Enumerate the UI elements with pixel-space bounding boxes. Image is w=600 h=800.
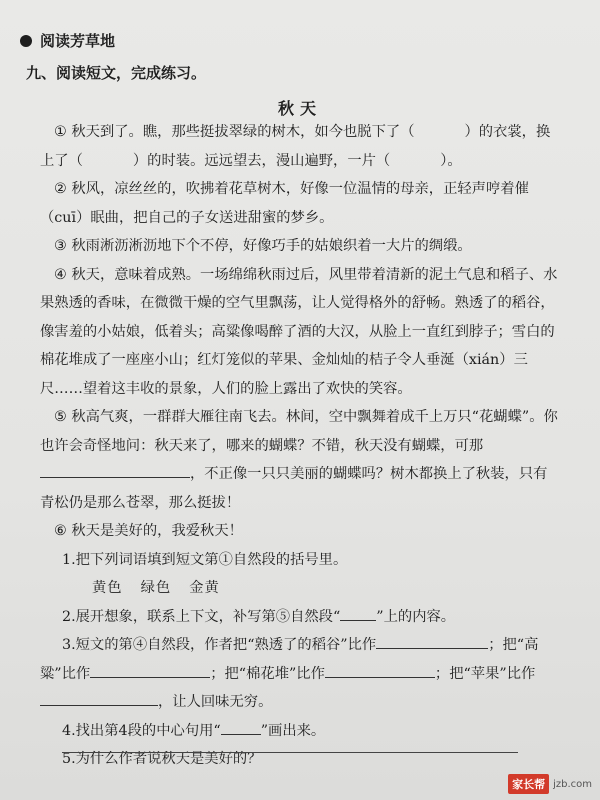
watermark-url: jzb.com <box>553 778 592 790</box>
question-4: 4.找出第4段的中心句用“ ”画出来。 <box>40 717 560 746</box>
question-title: 九、阅读短文，完成练习。 <box>26 64 207 82</box>
paragraph-1: ① 秋天到了。瞧，那些挺拔翠绿的树木，如今也脱下了（ ）的衣裳，换上了（ ）的时装。远远望去，漫山遍野，一片（ ）。 <box>40 124 551 169</box>
paragraph-6: ⑥ 秋天是美好的，我爱秋天！ <box>54 523 243 539</box>
answer-blank[interactable] <box>40 689 158 706</box>
answer-line[interactable] <box>62 752 518 753</box>
bullet-icon <box>20 35 32 47</box>
article-title: 秋天 <box>277 99 322 118</box>
answer-blank[interactable] <box>376 632 488 649</box>
watermark <box>508 774 592 794</box>
paragraph-4: ④ 秋天，意味着成熟。一场绵绵秋雨过后，风里带着清新的泥土气息和稻子、水果熟透的香味，在微微干燥的空气里飘荡，让人觉得格外的舒畅。熟透了的稻谷，像害羞的小姑娘，低着头；高粱像喝醉了酒的大汉，从脸上一直红到脖子；雪白的棉花堆成了一座座小山；红灯笼似的苹果、金灿灿的桔子令人垂涎（xián）三尺……望着这丰收的景象，人们的脸上露出了欢快的笑容。 <box>40 266 558 397</box>
question-1: 1.把下列词语填到短文第①自然段的括号里。 <box>62 551 348 568</box>
answer-blank[interactable] <box>90 661 210 678</box>
word-item: 绿色 <box>140 580 172 596</box>
answer-blank[interactable] <box>325 661 435 678</box>
paragraph-3: ③ 秋雨淅沥淅沥地下个不停，好像巧手的姑娘织着一大片的绸缎。 <box>54 238 472 254</box>
section-title: 阅读芳草地 <box>40 32 116 50</box>
word-item: 黄色 <box>92 580 123 596</box>
watermark-logo: 家长帮 <box>508 774 549 794</box>
question-5: 5.为什么作者说秋天是美好的？ <box>62 751 262 767</box>
word-bank <box>40 574 560 603</box>
question-2: 2.展开想象，联系上下文，补写第⑤自然段“ ”上的内容。 <box>40 603 560 632</box>
section-heading <box>20 30 115 51</box>
question-3: 3.短文的第④自然段，作者把“熟透了的稻谷”比作 ；把“高粱”比作 ；把“棉花堆”比作 ；把“苹果”比作，让人回味无穷。 <box>40 631 560 717</box>
paragraph-5: ⑤ 秋高气爽，一群群大雁往南飞去。林间，空中飘舞着成千上万只“花蝴蝶”。你也许会奇怪地问：秋天来了，哪来的蝴蝶？不错，秋天没有蝴蝶，可那，不正像一只只美丽的蝴蝶吗？树木都换上了秋装，只有青松仍是那么苍翠，那么挺拔！ <box>40 409 558 511</box>
word-item: 金黄 <box>189 580 220 596</box>
blank-line-p5[interactable] <box>40 461 190 478</box>
article-body <box>40 118 560 774</box>
paragraph-2: ② 秋风，凉丝丝的，吹拂着花草树木，好像一位温情的母亲，正轻声哼着催（cuī）眠曲，把自己的子女送进甜蜜的梦乡。 <box>40 181 529 226</box>
